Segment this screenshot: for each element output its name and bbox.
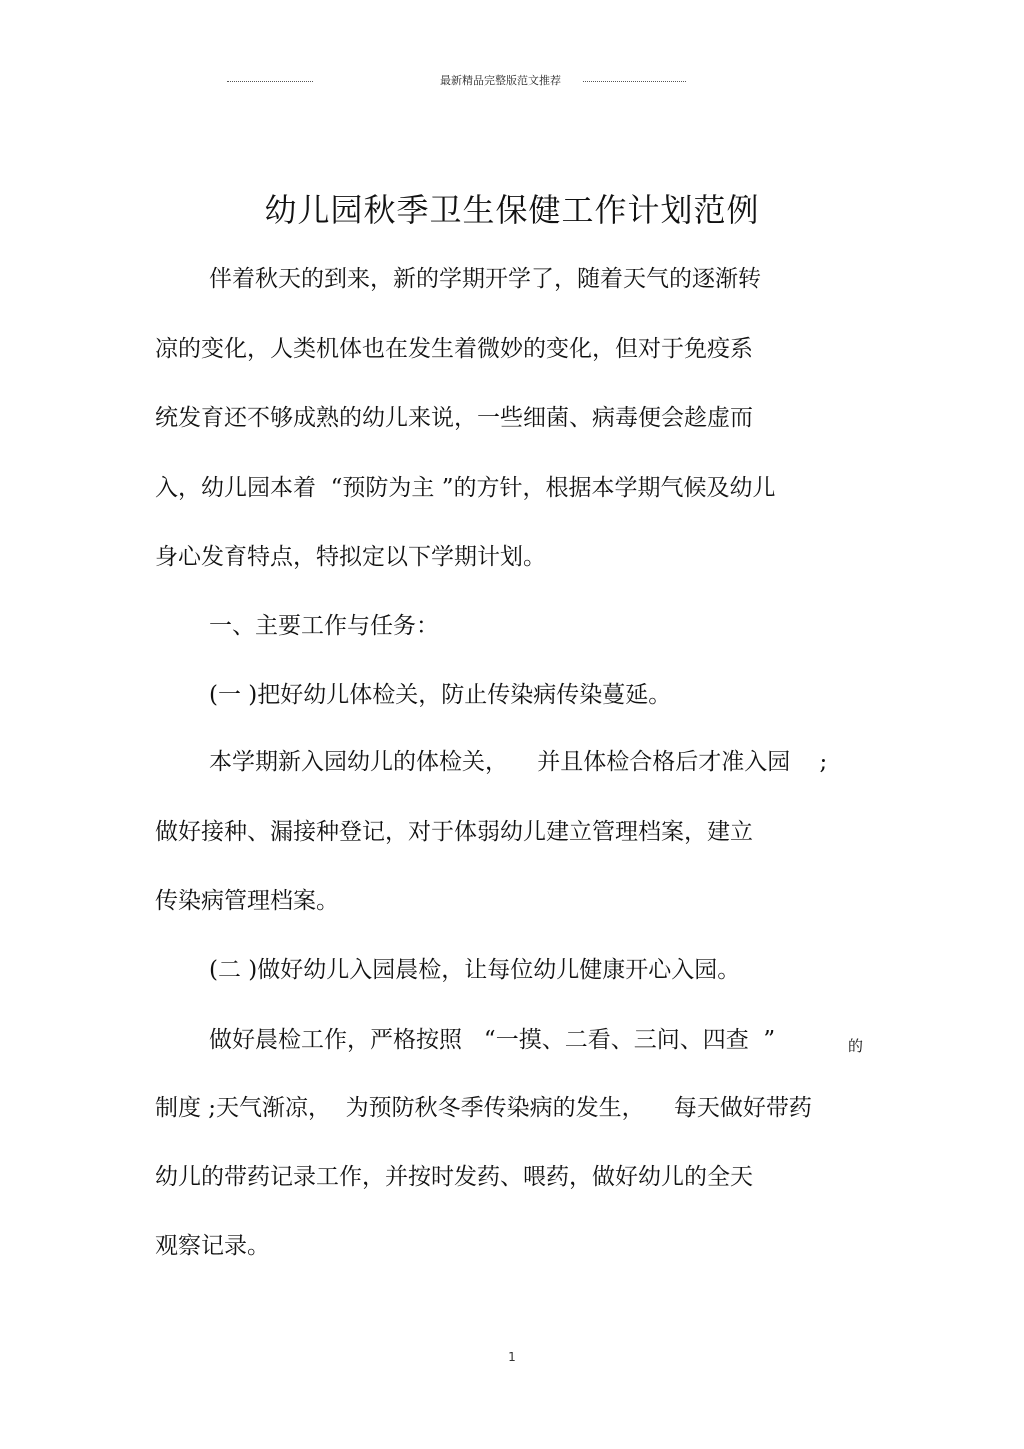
subsection-heading: (二 )做好幼儿入园晨检，让每位幼儿健康开心入园。 [209,957,741,983]
paragraph-line: 做好接种、漏接种登记，对于体弱幼儿建立管理档案，建立 [155,819,753,845]
section-heading: 一、主要工作与任务： [209,613,439,639]
paragraph-line: 制度 ;天气渐凉， 为预防秋冬季传染病的发生， 每天做好带药 [155,1095,812,1121]
header-text: 最新精品完整版范文推荐 [440,74,561,87]
paragraph-line: 做好晨检工作，严格按照 “一摸、二看、三问、四查 ” [209,1027,776,1053]
header-rule-right [583,81,686,82]
subsection-heading: (一 )把好幼儿体检关，防止传染病传染蔓延。 [209,682,672,708]
paragraph-line: 身心发育特点，特拟定以下学期计划。 [155,544,546,570]
paragraph-line: 传染病管理档案。 [155,888,339,914]
paragraph-line: 观察记录。 [155,1233,270,1259]
paragraph-line: 入，幼儿园本着 “预防为主 ”的方针，根据本学期气候及幼儿 [155,475,776,501]
document-title: 幼儿园秋季卫生保健工作计划范例 [264,191,760,229]
header-rule-left [227,81,313,82]
paragraph-line: 本学期新入园幼儿的体检关， 并且体检合格后才准入园 ; [209,749,828,775]
paragraph-line: 统发育还不够成熟的幼儿来说，一些细菌、病毒便会趁虚而 [155,405,753,431]
paragraph-line: 幼儿的带药记录工作，并按时发药、喂药，做好幼儿的全天 [155,1164,753,1190]
paragraph-line-tail: 的 [848,1037,864,1055]
page-number: 1 [508,1350,516,1364]
paragraph-line: 凉的变化，人类机体也在发生着微妙的变化，但对于免疫系 [155,336,753,362]
paragraph-line: 伴着秋天的到来，新的学期开学了，随着天气的逐渐转 [209,266,761,292]
page-header [0,74,1024,88]
